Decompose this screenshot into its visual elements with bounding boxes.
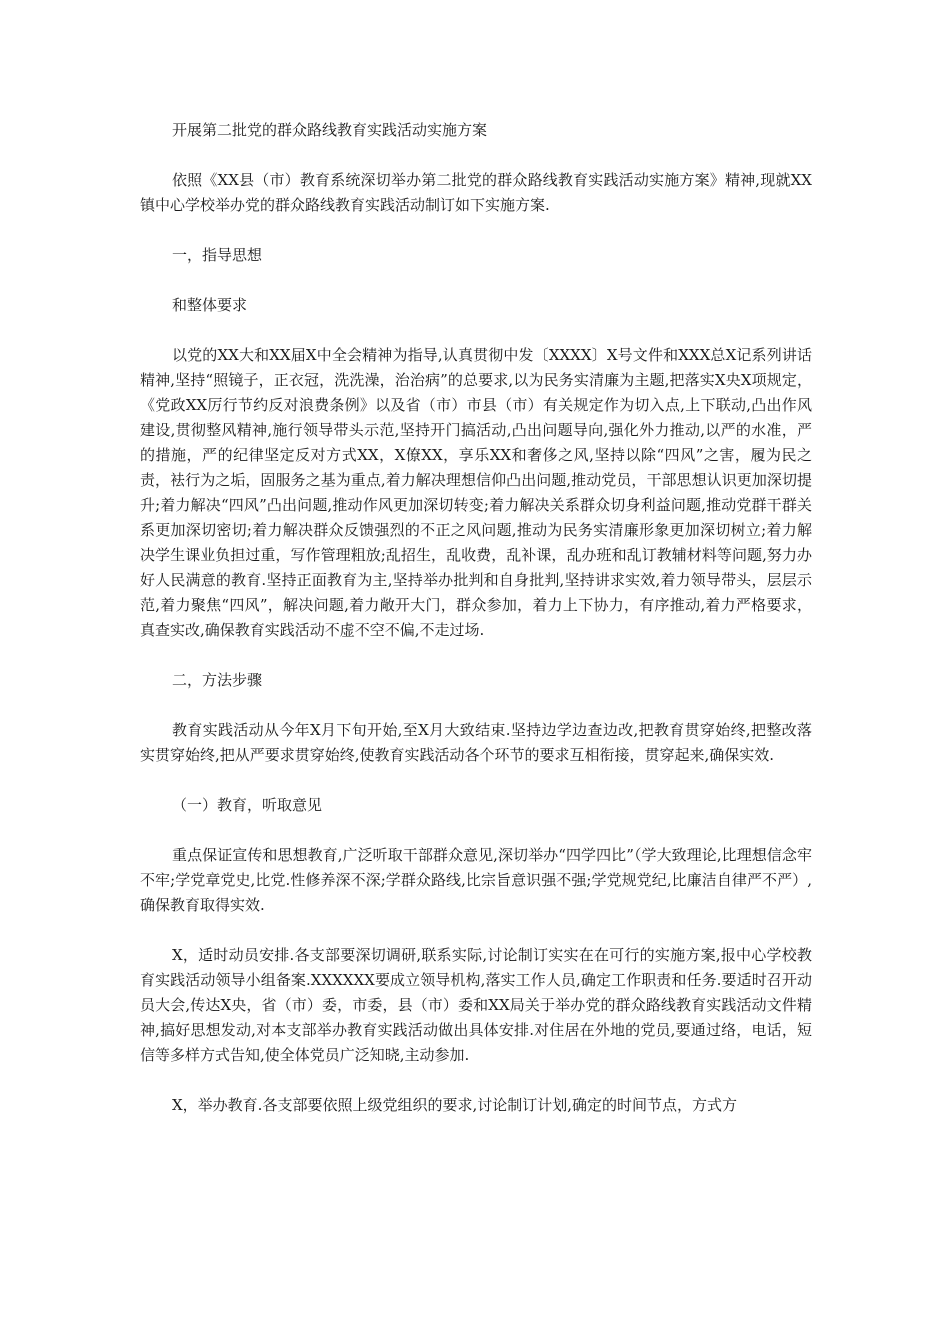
paragraph-conduct-education: X，举办教育.各支部要依照上级党组织的要求,讨论制订计划,确定的时间节点，方式方 [172,1096,737,1114]
document-body [140,118,812,1118]
paragraph-methods-steps: 教育实践活动从今年X月下旬开始,至X月大致结束.坚持边学边查边改,把教育贯穿始终,把整改落实贯穿始终,把从严要求贯穿始终,使教育实践活动各个环节的要求互相衔接，贯穿起来,确保实效. [140,721,812,764]
paragraph-intro: 依照《XX县（市）教育系统深切举办第二批党的群众路线教育实践活动实施方案》精神,现就XX镇中心学校举办党的群众路线教育实践活动制订如下实施方案. [140,171,812,214]
paragraph-education: 重点保证宣传和思想教育,广泛听取干部群众意见,深切举办“四学四比”（学大致理论,比理想信念牢不牢;学党章党史,比党.性修养深不深;学群众路线,比宗旨意识强不强;学党规党纪,比廉洁自律严不严）,确保教育取得实效. [140,846,812,914]
document-title: 开展第二批党的群众路线教育实践活动实施方案 [172,121,488,139]
section-heading-guiding-thought: 一，指导思想 [172,246,263,264]
paragraph-guiding-thought: 以党的XX大和XX届X中全会精神为指导,认真贯彻中发〔XXXX〕X号文件和XXX总X记系列讲话精神,坚持“照镜子，正衣冠，洗洗澡，治治病”的总要求,以为民务实清廉为主题,把落实X央X项规定，《党政XX厉行节约反对浪费条例》以及省（市）市县（市）有关规定作为切入点,上下联动,凸出作风建设,贯彻整风精神,施行领导带头示范,坚持开门搞活动,凸出问题导向,强化外力推动,以严的水准，严的措施，严的纪律坚定反对方式XX，X僚XX，享乐XX和奢侈之风,坚持以除“四风”之害，履为民之责，袪行为之垢，固服务之基为重点,着力解决理想信仰凸出问题,推动党员，干部思想认识更加深切提升;着力解决“四风”凸出问题,推动作风更加深切转变;着力解决关系群众切身利益问题,推动党群干群关系更加深切密切;着力解决群众反馈强烈的不正之风问题,推动为民务实清廉形象更加深切树立;着力解决学生课业负担过重，写作管理粗放;乱招生，乱收费，乱补课，乱办班和乱订教辅材料等问题,努力办好人民满意的教育.坚持正面教育为主,坚持举办批判和自身批判,坚持讲求实效,着力领导带头，层层示范,着力聚焦“四风”，解决问题,着力敞开大门，群众参加，着力上下协力，有序推动,着力严格要求，真查实改,确保教育实践活动不虚不空不偏,不走过场. [140,346,812,639]
section-heading-overall-requirements: 和整体要求 [172,296,248,314]
paragraph-mobilization: X，适时动员安排.各支部要深切调研,联系实际,讨论制订实实在在可行的实施方案,报中心学校教育实践活动领导小组备案.XXXXXX要成立领导机构,落实工作人员,确定工作职责和任务.要适时召开动员大会,传达X央，省（市）委，市委，县（市）委和XX局关于举办党的群众路线教育实践活动文件精神,搞好思想发动,对本支部举办教育实践活动做出具体安排.对住居在外地的党员,要通过络，电话，短信等多样方式告知,使全体党员广泛知晓,主动参加. [140,946,812,1064]
subsection-heading-education: （一）教育，听取意见 [172,796,323,814]
section-heading-methods-steps: 二，方法步骤 [172,671,263,689]
